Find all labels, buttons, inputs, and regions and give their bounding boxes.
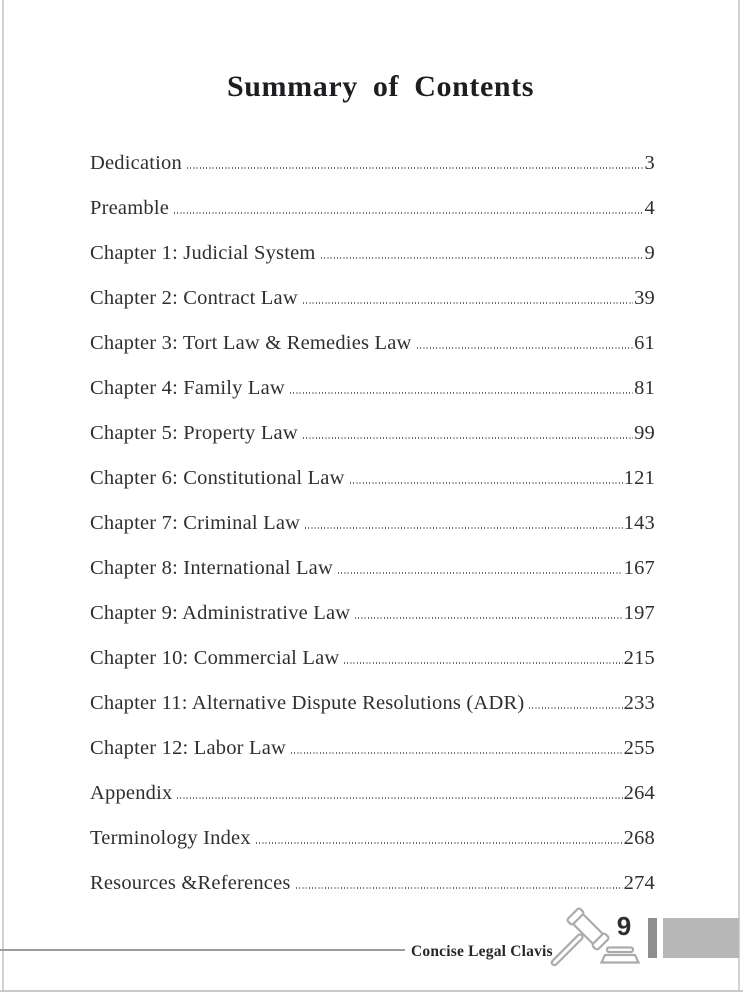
toc-row [90, 141, 655, 186]
page-title: Summary of Contents [226, 70, 535, 103]
toc-row [90, 861, 655, 906]
toc-row [90, 366, 655, 411]
dot-leader [321, 257, 644, 259]
toc-entry-page: 61 [634, 332, 655, 354]
toc-entry-page: 255 [623, 737, 655, 759]
toc-row [90, 186, 655, 231]
toc-entry-label: Chapter 4: Family Law [90, 377, 285, 399]
toc-entry-label: Terminology Index [90, 827, 251, 849]
toc-row [90, 276, 655, 321]
toc-row [90, 411, 655, 456]
dot-leader [305, 527, 623, 529]
toc-row [90, 321, 655, 366]
toc-entry-page: 197 [623, 602, 655, 624]
dot-leader [344, 662, 622, 664]
toc-row [90, 636, 655, 681]
dot-leader [187, 167, 644, 169]
toc-entry-label: Chapter 3: Tort Law & Remedies Law [90, 332, 412, 354]
toc-entry-label: Appendix [90, 782, 173, 804]
toc-entry-page: 268 [623, 827, 655, 849]
toc-entry-label: Dedication [90, 152, 182, 174]
dot-leader [350, 482, 623, 484]
toc-row [90, 591, 655, 636]
dot-leader [303, 437, 633, 439]
dot-leader [256, 842, 623, 844]
toc-entry-label: Chapter 8: International Law [90, 557, 333, 579]
dot-leader [355, 617, 622, 619]
toc-entry-label: Chapter 9: Administrative Law [90, 602, 351, 624]
toc-entry-page: 167 [623, 557, 655, 579]
toc-entry-page: 264 [623, 782, 655, 804]
page-edge-right [738, 0, 740, 992]
toc-entry-page: 143 [623, 512, 655, 534]
table-of-contents [90, 141, 655, 906]
dot-leader [417, 347, 634, 349]
toc-row [90, 681, 655, 726]
page-edge-bottom [0, 990, 743, 992]
toc-entry-label: Chapter 1: Judicial System [90, 242, 316, 264]
toc-entry-page: 39 [634, 287, 655, 309]
footer-accent-bar-light [663, 918, 739, 958]
footer-rule [0, 949, 405, 951]
toc-entry-label: Chapter 2: Contract Law [90, 287, 298, 309]
book-brand-label: Concise Legal Clavis [411, 943, 553, 960]
toc-entry-page: 99 [634, 422, 655, 444]
toc-entry-label: Preamble [90, 197, 170, 219]
toc-entry-page: 9 [644, 242, 655, 264]
toc-entry-page: 3 [644, 152, 655, 174]
dot-leader [290, 392, 633, 394]
page-edge-left [2, 0, 4, 992]
toc-entry-page: 81 [634, 377, 655, 399]
toc-entry-page: 233 [623, 692, 655, 714]
toc-entry-page: 4 [644, 197, 655, 219]
toc-row [90, 546, 655, 591]
dot-leader [338, 572, 623, 574]
toc-row [90, 771, 655, 816]
dot-leader [529, 707, 622, 709]
dot-leader [296, 887, 623, 889]
dot-leader [177, 797, 622, 799]
toc-entry-label: Chapter 12: Labor Law [90, 737, 287, 759]
toc-entry-page: 215 [623, 647, 655, 669]
toc-entry-label: Resources &References [90, 872, 291, 894]
toc-entry-label: Chapter 6: Constitutional Law [90, 467, 345, 489]
dot-leader [291, 752, 623, 754]
footer-accent-bar-dark [648, 918, 657, 958]
toc-row [90, 726, 655, 771]
toc-row [90, 231, 655, 276]
dot-leader [303, 302, 633, 304]
toc-row [90, 816, 655, 861]
toc-row [90, 501, 655, 546]
toc-entry-label: Chapter 10: Commercial Law [90, 647, 340, 669]
toc-entry-label: Chapter 11: Alternative Dispute Resolutions (ADR) [90, 692, 525, 714]
toc-entry-page: 274 [623, 872, 655, 894]
toc-entry-label: Chapter 7: Criminal Law [90, 512, 301, 534]
page-number: 9 [616, 911, 632, 941]
dot-leader [174, 212, 644, 214]
toc-entry-page: 121 [623, 467, 655, 489]
toc-row [90, 456, 655, 501]
toc-entry-label: Chapter 5: Property Law [90, 422, 298, 444]
